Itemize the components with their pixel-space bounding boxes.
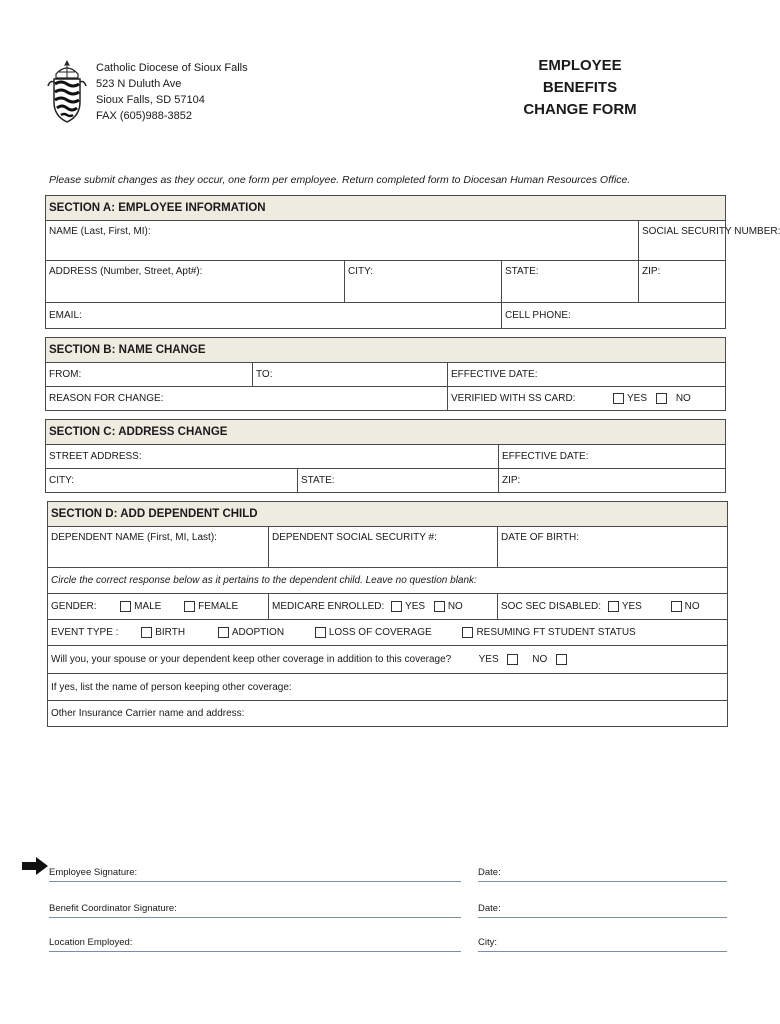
other-coverage-question: Will you, your spouse or your dependent keep other coverage in addition to this coverage? [51,654,452,666]
circle-note: Circle the correct response below as it pertains to the dependent child. Leave no question blank: [48,568,728,594]
email-field[interactable]: EMAIL: [46,303,502,329]
from-field[interactable]: FROM: [46,363,253,387]
employee-signature-label: Employee Signature: [49,867,138,878]
form-title [500,55,660,121]
name-effective-date-field[interactable]: EFFECTIVE DATE: [448,363,726,387]
verified-label: VERIFIED WITH SS CARD: [451,393,576,405]
resuming-student-checkbox[interactable] [462,627,473,638]
diocese-seal-icon [46,58,88,131]
city-field[interactable]: CITY: [345,261,502,303]
female-label: FEMALE [198,601,239,613]
section-a-table [45,195,780,329]
section-c-table [45,419,726,493]
to-field[interactable]: TO: [253,363,448,387]
soc-sec-row [498,594,728,620]
verified-no-checkbox[interactable] [656,393,667,404]
coordinator-date-line[interactable] [478,903,727,918]
verified-no-label: NO [675,393,691,405]
adoption-checkbox[interactable] [218,627,229,638]
insurance-carrier-field[interactable]: Other Insurance Carrier name and address: [48,701,728,727]
section-d-table [47,501,728,727]
new-state-field[interactable]: STATE: [298,469,499,493]
other-coverage-person-field[interactable]: If yes, list the name of person keeping other coverage: [48,674,728,701]
birth-checkbox[interactable] [141,627,152,638]
other-coverage-no-label: NO [532,654,548,666]
section-d-title: SECTION D: ADD DEPENDENT CHILD [48,502,728,527]
section-a-title: SECTION A: EMPLOYEE INFORMATION [46,196,726,221]
medicare-label: MEDICARE ENROLLED: [272,601,385,613]
male-checkbox[interactable] [120,601,131,612]
new-city-field[interactable]: CITY: [46,469,298,493]
other-coverage-no-checkbox[interactable] [556,654,567,665]
coordinator-signature-label: Benefit Coordinator Signature: [49,903,177,914]
soc-sec-no-label: NO [684,601,700,613]
gender-label: GENDER: [51,601,97,613]
date-of-birth-field[interactable]: DATE OF BIRTH: [498,527,728,568]
zip-field[interactable]: ZIP: [639,261,726,303]
medicare-yes-checkbox[interactable] [391,601,402,612]
female-checkbox[interactable] [184,601,195,612]
street-address-field[interactable]: STREET ADDRESS: [46,445,499,469]
ssn-field[interactable]: SOCIAL SECURITY NUMBER: [639,221,726,261]
verified-ss-card [448,387,726,411]
state-field[interactable]: STATE: [502,261,639,303]
address-effective-date-field[interactable]: EFFECTIVE DATE: [499,445,726,469]
section-b-title: SECTION B: NAME CHANGE [46,338,726,363]
birth-label: BIRTH [155,627,186,639]
event-type-label: EVENT TYPE : [51,627,119,639]
loss-of-coverage-label: LOSS OF COVERAGE [328,627,432,639]
soc-sec-yes-label: YES [621,601,642,613]
other-coverage-yes-label: YES [478,654,499,666]
employee-date-line[interactable] [478,867,727,882]
adoption-label: ADOPTION [231,627,285,639]
address-field[interactable]: ADDRESS (Number, Street, Apt#): [46,261,345,303]
org-street: 523 N Duluth Ave [96,78,182,90]
medicare-yes-label: YES [405,601,426,613]
form-title-line2: CHANGE FORM [523,101,637,118]
location-employed-label: Location Employed: [49,937,133,948]
org-name: Catholic Diocese of Sioux Falls [96,62,248,74]
cell-phone-field[interactable]: CELL PHONE: [502,303,726,329]
section-b-table [45,337,726,411]
medicare-row [269,594,498,620]
new-zip-field[interactable]: ZIP: [499,469,726,493]
location-employed-line[interactable] [49,937,461,952]
male-label: MALE [134,601,162,613]
employee-date-label: Date: [478,867,501,878]
city-label: City: [478,937,497,948]
coordinator-signature-line[interactable] [49,903,461,918]
city-line[interactable] [478,937,727,952]
arrow-right-icon [22,857,48,880]
resuming-student-label: RESUMING FT STUDENT STATUS [476,627,636,639]
dependent-name-field[interactable]: DEPENDENT NAME (First, MI, Last): [48,527,269,568]
soc-sec-no-checkbox[interactable] [671,601,682,612]
instructions: Please submit changes as they occur, one form per employee. Return completed form to Diocesan Human Resources Office. [49,174,631,186]
other-coverage-yes-checkbox[interactable] [507,654,518,665]
soc-sec-yes-checkbox[interactable] [608,601,619,612]
org-fax: FAX (605)988-3852 [96,110,193,122]
reason-field[interactable]: REASON FOR CHANGE: [46,387,448,411]
event-type-row [48,620,728,646]
org-city: Sioux Falls, SD 57104 [96,94,205,106]
loss-of-coverage-checkbox[interactable] [315,627,326,638]
section-c-title: SECTION C: ADDRESS CHANGE [46,420,726,445]
medicare-no-checkbox[interactable] [434,601,445,612]
employee-signature-line[interactable] [49,867,461,882]
soc-sec-label: SOC SEC DISABLED: [501,601,602,613]
gender-row [48,594,269,620]
other-coverage-row [48,646,728,674]
name-field[interactable]: NAME (Last, First, MI): [46,221,639,261]
verified-yes-label: YES [627,393,648,405]
verified-yes-checkbox[interactable] [613,393,624,404]
coordinator-date-label: Date: [478,903,501,914]
medicare-no-label: NO [447,601,463,613]
form-title-line1: EMPLOYEE BENEFITS [538,57,622,96]
dependent-ssn-field[interactable]: DEPENDENT SOCIAL SECURITY #: [269,527,498,568]
organization-address [96,60,248,124]
